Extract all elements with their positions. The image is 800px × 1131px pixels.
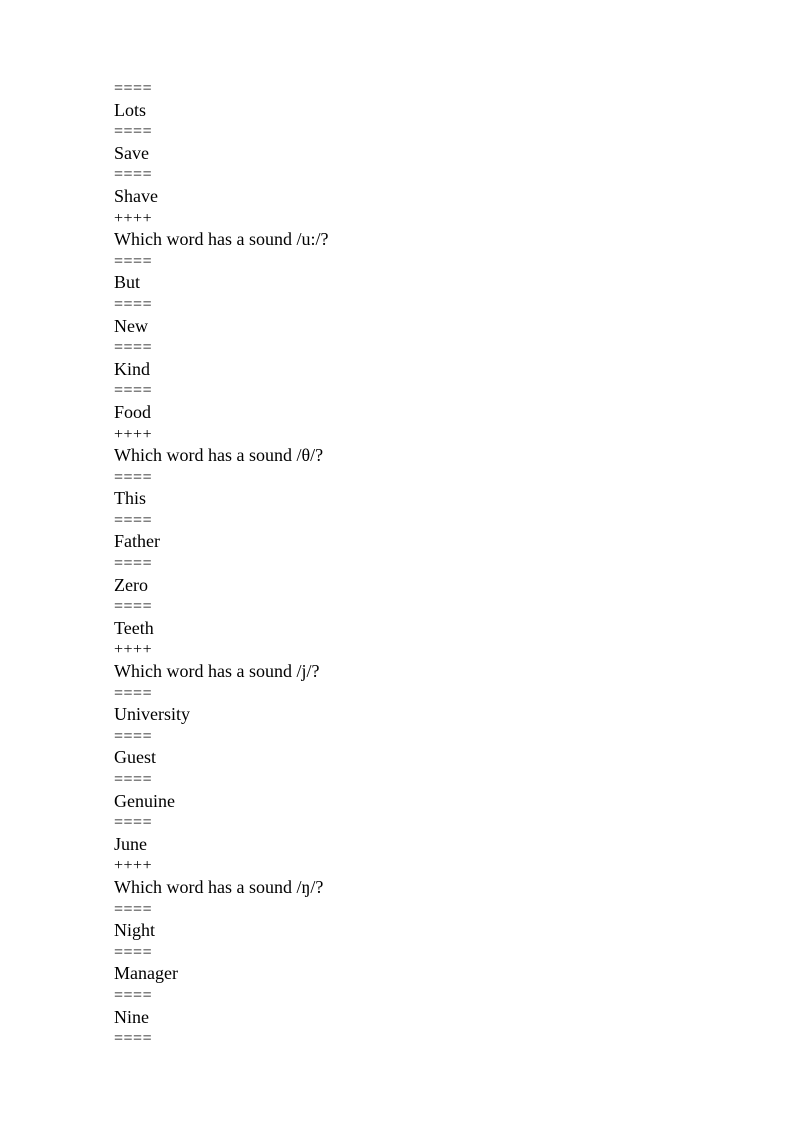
answer-option: New [114, 315, 148, 336]
answer-separator: ==== [114, 166, 153, 184]
question-marker: ++++ [114, 209, 153, 227]
answer-separator: ==== [114, 900, 153, 918]
answer-option: But [114, 272, 141, 293]
answer-separator: ==== [114, 555, 153, 573]
document-body [114, 78, 714, 1050]
question-marker: ++++ [114, 425, 153, 443]
answer-option: Manager [114, 963, 178, 984]
answer-separator: ==== [114, 252, 153, 270]
answer-separator: ==== [114, 382, 153, 400]
answer-separator: ==== [114, 339, 153, 357]
answer-option: Kind [114, 358, 150, 379]
answer-option: Night [114, 920, 156, 941]
answer-option: Genuine [114, 790, 175, 811]
answer-option: Shave [114, 185, 158, 206]
answer-separator: ==== [114, 468, 153, 486]
question-text: Which word has a sound /ŋ/? [114, 876, 324, 897]
answer-separator: ==== [114, 814, 153, 832]
answer-option: Food [114, 401, 152, 422]
question-marker: ++++ [114, 641, 153, 659]
answer-separator: ==== [114, 1030, 153, 1048]
question-text: Which word has a sound /u:/? [114, 229, 329, 250]
answer-option: Lots [114, 99, 147, 120]
answer-separator: ==== [114, 986, 153, 1004]
answer-separator: ==== [114, 727, 153, 745]
answer-separator: ==== [114, 943, 153, 961]
answer-option: Zero [114, 574, 148, 595]
answer-separator: ==== [114, 295, 153, 313]
question-text: Which word has a sound /θ/? [114, 445, 324, 466]
answer-separator: ==== [114, 511, 153, 529]
answer-option: June [114, 833, 147, 854]
answer-separator: ==== [114, 598, 153, 616]
answer-separator: ==== [114, 684, 153, 702]
answer-option: Teeth [114, 617, 154, 638]
question-marker: ++++ [114, 857, 153, 875]
question-text: Which word has a sound /j/? [114, 661, 320, 682]
answer-separator: ==== [114, 771, 153, 788]
answer-option: Nine [114, 1006, 149, 1027]
answer-option: This [114, 488, 147, 509]
answer-separator: ==== [114, 123, 153, 141]
answer-option: Guest [114, 747, 156, 768]
answer-option: Save [114, 142, 149, 163]
answer-option: University [114, 704, 190, 725]
answer-option: Father [114, 531, 160, 552]
answer-separator: ==== [114, 80, 153, 97]
